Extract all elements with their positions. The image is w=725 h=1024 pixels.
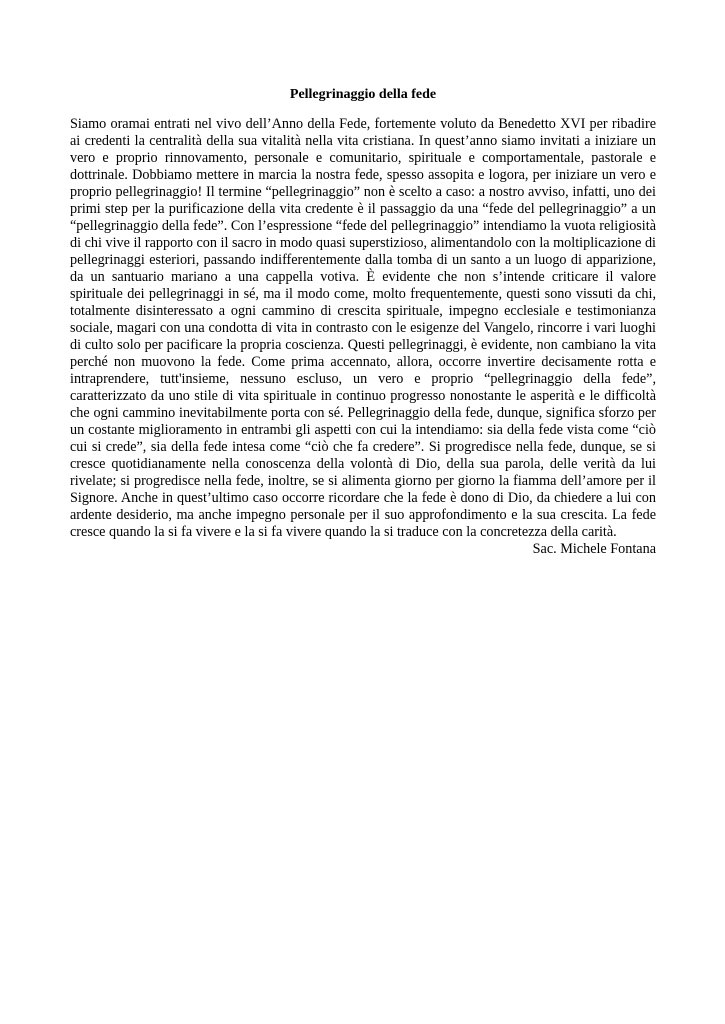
document-title: Pellegrinaggio della fede [289,87,437,102]
document-body: Siamo oramai entrati nel vivo dell’Anno della Fede, fortemente voluto da Benedetto XVI per ribadire ai credenti la centralità della sua vitalità nella vita cristiana. In quest’anno siamo invitati a iniziare un vero e proprio rinnovamento, personale e comunitario, spirituale e comportamentale, pastorale e dottrinale. Dobbiamo mettere in marcia la nostra fede, spesso assopita e logora, per iniziare un vero e proprio pellegrinaggio! Il termine “pellegrinaggio” non è scelto a caso: a nostro avviso, infatti, uno dei primi step per la purificazione della vita credente è il passaggio da una “fede del pellegrinaggio” a un “pellegrinaggio della fede”. Con l’espressione “fede del pellegrinaggio” intendiamo la vuota religiosità di chi vive il rapporto con il sacro in modo quasi superstizioso, alimentandolo con la moltiplicazione di pellegrinaggi esteriori, passando indifferentemente dalla tomba di un santo a un luogo di apparizione, da un santuario mariano a una cappella votiva. È evidente che non s’intende criticare il valore spirituale dei pellegrinaggi in sé, ma il modo come, molto frequentemente, questi sono vissuti da chi, totalmente disinteressato a ogni cammino di crescita spirituale, impegno ecclesiale e testimonianza sociale, magari con una condotta di vita in contrasto con le esigenze del Vangelo, rincorre i vari luoghi di culto solo per pacificare la propria coscienza. Questi pellegrinaggi, è evidente, non cambiano la vita perché non muovono la fede. Come prima accennato, allora, occorre invertire decisamente rotta e intraprendere, tutt'insieme, nessuno escluso, un vero e proprio “pellegrinaggio della fede”, caratterizzato da uno stile di vita spirituale in continuo progresso nonostante le asperità e le difficoltà che ogni cammino inevitabilmente porta con sé. Pellegrinaggio della fede, dunque, significa sforzo per un costante miglioramento in entrambi gli aspetti con cui la intendiamo: sia della fede vista come “ciò cui si crede”, sia della fede intesa come “ciò che fa credere”. Si progredisce nella fede, dunque, se si cresce quotidianamente nella conoscenza della volontà di Dio, della sua parola, delle verità da lui rivelate; si progredisce nella fede, inoltre, se si alimenta giorno per giorno la fiamma dell’amore per il Signore. Anche in quest’ultimo caso occorre ricordare che la fede è dono di Dio, da chiedere a lui con ardente desiderio, ma anche impegno personale per il suo approfondimento e la sua crescita. La fede cresce quando la si fa vivere e la si fa vivere quando la si traduce con la concretezza della carità. [70,116,656,540]
author-signature: Sac. Michele Fontana [532,541,656,557]
document-page [70,86,656,558]
